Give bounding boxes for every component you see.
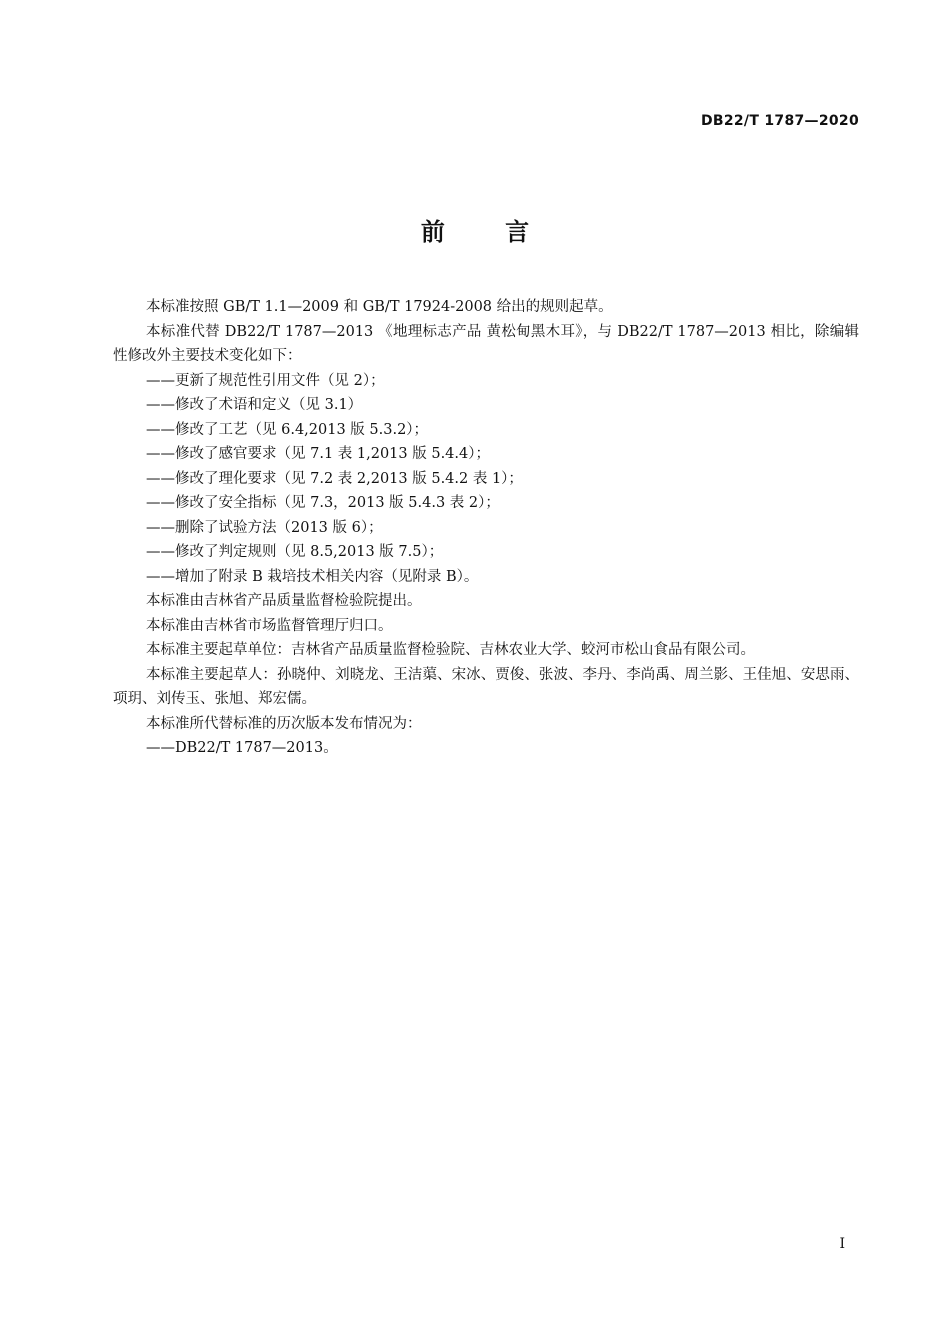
change-item: ——修改了感官要求（见 7.1 表 1,2013 版 5.4.4）； [146, 446, 490, 462]
change-item: ——修改了术语和定义（见 3.1） [146, 397, 363, 413]
paragraph-history-intro: 本标准所代替标准的历次版本发布情况为： [146, 715, 422, 732]
page-title: 前 言 [420, 218, 556, 246]
page-number: I [839, 1236, 845, 1252]
paragraph-proposer: 本标准由吉林省产品质量监督检验院提出。 [146, 593, 422, 609]
change-item: ——修改了理化要求（见 7.2 表 2,2013 版 5.4.2 表 1）； [146, 470, 523, 487]
paragraph-replacement: 本标准代替 DB22/T 1787—2013 《地理标志产品 黄松甸黑木耳》，与 DB22/T 1787—2013 相比，除编辑性修改外主要技术变化如下： [113, 323, 859, 364]
foreword-body [113, 295, 859, 761]
paragraph-drafting-units: 本标准主要起草单位：吉林省产品质量监督检验院、吉林农业大学、蛟河市松山食品有限公司。 [146, 642, 755, 658]
paragraph-administrator: 本标准由吉林省市场监督管理厅归口。 [146, 617, 393, 634]
change-item: ——更新了规范性引用文件（见 2）； [146, 372, 385, 389]
history-item: ——DB22/T 1787—2013。 [146, 740, 338, 756]
change-item: ——删除了试验方法（2013 版 6）； [146, 519, 383, 536]
change-item: ——增加了附录 B 栽培技术相关内容（见附录 B）。 [146, 568, 479, 585]
change-item: ——修改了判定规则（见 8.5,2013 版 7.5）； [146, 544, 444, 560]
change-item: ——修改了工艺（见 6.4,2013 版 5.3.2）； [146, 421, 429, 438]
standard-code: DB22/T 1787—2020 [700, 113, 859, 129]
change-item: ——修改了安全指标（见 7.3，2013 版 5.4.3 表 2）； [146, 495, 500, 511]
paragraph-drafters: 本标准主要起草人：孙晓仲、刘晓龙、王洁蕖、宋冰、贾俊、张波、李丹、李尚禹、周兰影、王佳旭、安思雨、项玥、刘传玉、张旭、郑宏儒。 [113, 666, 859, 707]
paragraph-drafting-rules: 本标准按照 GB/T 1.1—2009 和 GB/T 17924-2008 给出的规则起草。 [146, 299, 613, 315]
